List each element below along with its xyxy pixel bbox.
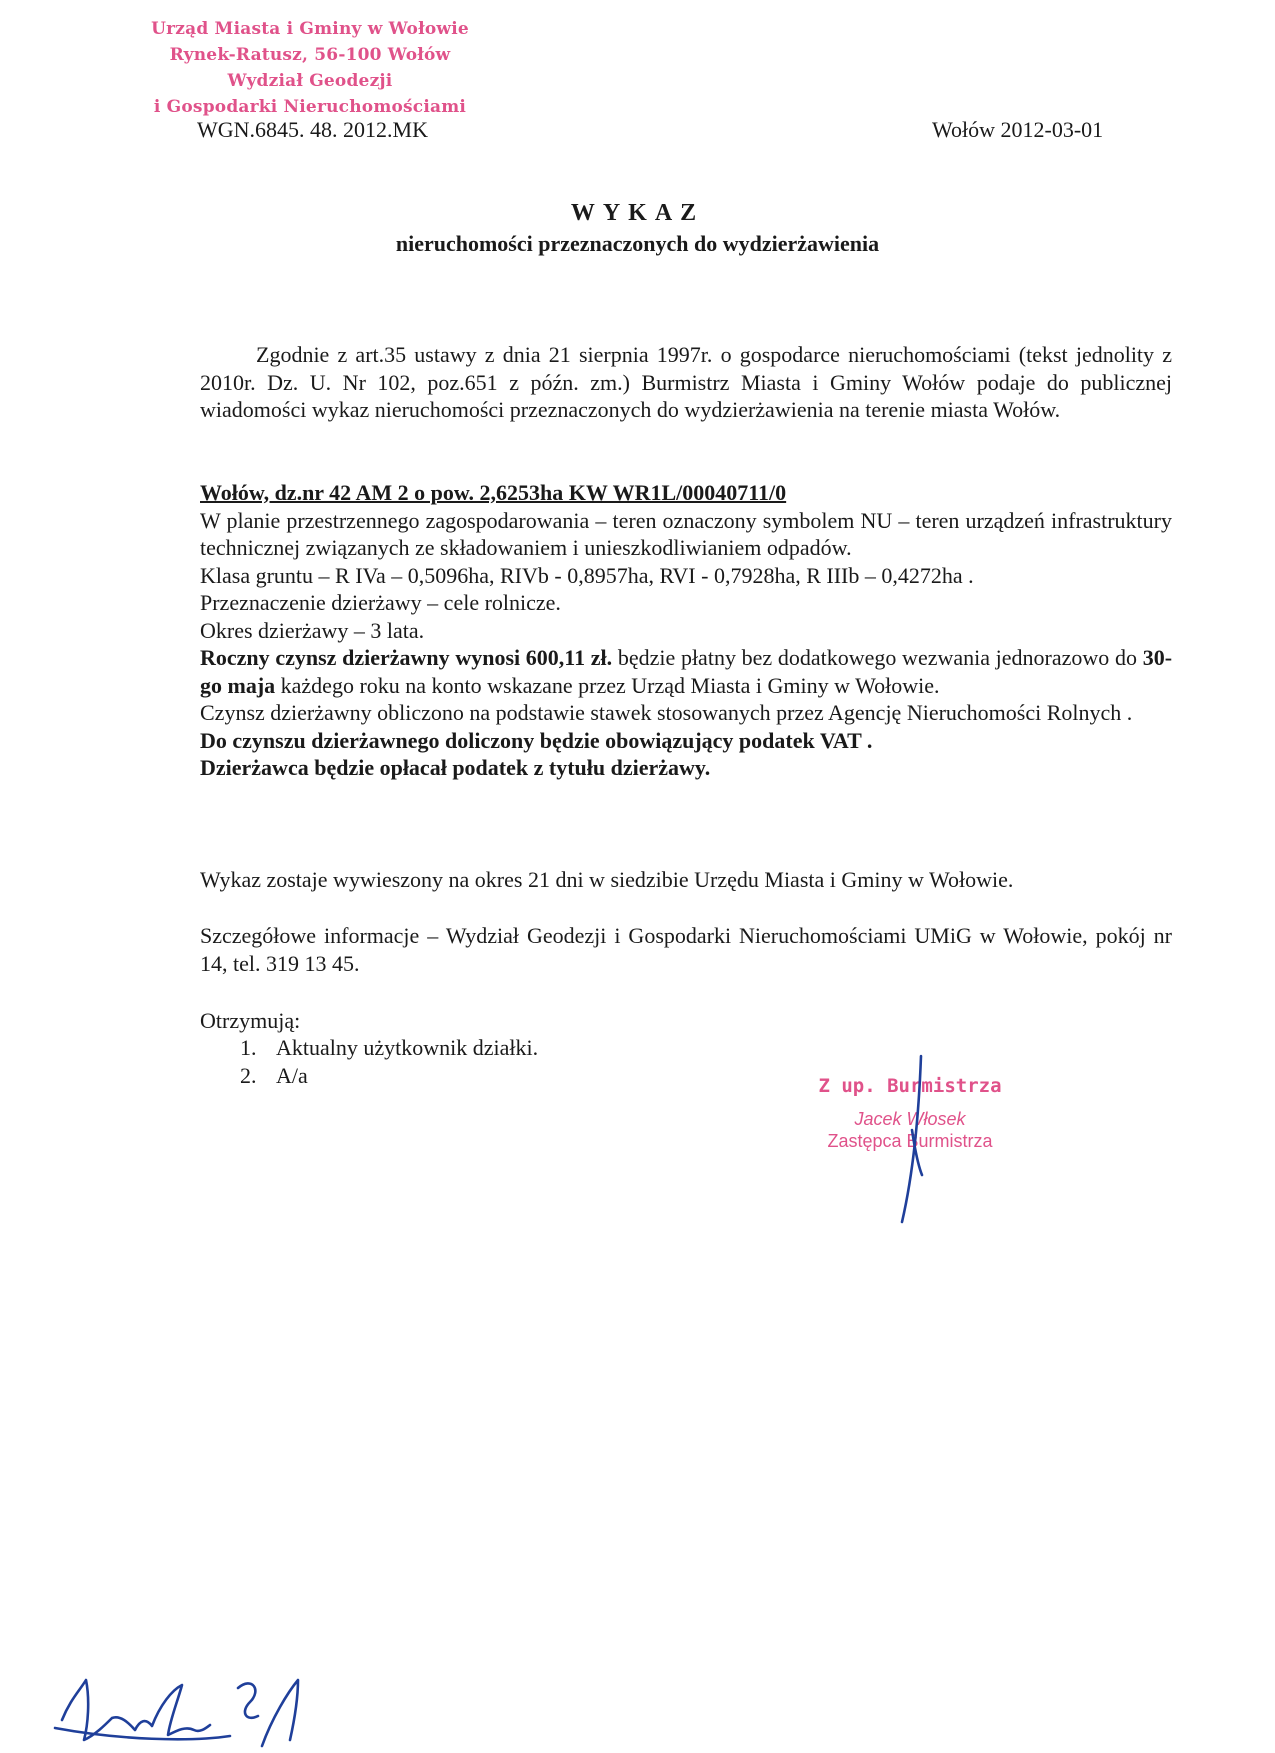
document-date: Wołów 2012-03-01 [932, 117, 1104, 142]
parcel-vat: Do czynszu dzierżawnego doliczony będzie obowiązujący podatek VAT . [200, 727, 873, 753]
rent-amount: Roczny czynsz dzierżawny wynosi 600,11 zł. [200, 645, 613, 670]
details-paragraph: Szczegółowe informacje – Wydział Geodezji i Gospodarki Nieruchomościami UMiG w Wołowie, pokój nr 14, tel. 319 13 45. [200, 923, 1172, 976]
reference-number: WGN.6845. 48. 2012.MK [197, 117, 428, 142]
stamp-line: i Gospodarki Nieruchomościami [153, 97, 467, 117]
stamp-line: Urząd Miasta i Gminy w Wołowie [151, 19, 469, 39]
parcel-heading: Wołów, dz.nr 42 AM 2 o pow. 2,6253ha KW WR1L/00040711/0 [200, 480, 787, 505]
parcel-soil-class: Klasa gruntu – R IVa – 0,5096ha, RIVb - 0,8957ha, RVI - 0,7928ha, R IIIb – 0,4272ha . [200, 562, 974, 588]
list-number: 1. [240, 1035, 257, 1060]
document-subtitle: nieruchomości przeznaczonych do wydzierżawienia [395, 231, 880, 256]
rent-text: każdego roku na konto wskazane przez Urząd Miasta i Gminy w Wołowie. [275, 672, 940, 698]
parcel-tax: Dzierżawca będzie opłacał podatek z tytułu dzierżawy. [200, 755, 711, 780]
document-title: WYKAZ [570, 200, 705, 226]
rent-text: będzie płatny bez dodatkowego wezwania jednorazowo do [612, 645, 1143, 670]
recipients-label: Otrzymują: [200, 1008, 301, 1033]
stamp-line: Rynek-Ratusz, 56-100 Wołów [169, 45, 451, 65]
parcel-purpose: Przeznaczenie dzierżawy – cele rolnicze. [200, 590, 561, 615]
initials-scribble-icon [238, 1683, 258, 1717]
signature-stamp-line: Z up. Burmistrza [818, 1075, 1002, 1097]
parcel-rent-basis: Czynsz dzierżawny obliczono na podstawie stawek stosowanych przez Agencję Nieruchomości Rolnych . [200, 700, 1133, 725]
initials-scribble-icon [262, 1680, 298, 1746]
rent-due-date: 30-go maja [200, 645, 1173, 698]
list-text: A/a [276, 1063, 308, 1088]
list-number: 2. [240, 1063, 257, 1088]
parcel-plan: W planie przestrzennego zagospodarowania – teren oznaczony symbolem NU – teren urządzeń infrastruktury technicznej związanych ze składowaniem i unieszkodliwianiem odpadów. [200, 507, 1172, 560]
stamp-line: Wydział Geodezji [227, 71, 393, 91]
intro-paragraph: Zgodnie z art.35 ustawy z dnia 21 sierpnia 1997r. o gospodarce nieruchomościami (tekst jednolity z 2010r. Dz. U. Nr 102, poz.651 z późn. zm.) Burmistrz Miasta i Gminy Wołów podaje do publicznej wiadomości wykaz nieruchomości przeznaczonych do wydzierżawienia na terenie miasta Wołów. [200, 342, 1172, 422]
signature-stroke-icon [902, 1056, 921, 1222]
list-text: Aktualny użytkownik działki. [276, 1035, 539, 1060]
signature-title: Zastępca Burmistrza [827, 1131, 993, 1151]
initials-scribble-icon [62, 1680, 210, 1740]
signature-name: Jacek Włosek [854, 1109, 966, 1129]
posting-notice: Wykaz zostaje wywieszony na okres 21 dni w siedzibie Urzędu Miasta i Gminy w Wołowie. [200, 867, 1014, 892]
parcel-period: Okres dzierżawy – 3 lata. [200, 617, 425, 643]
